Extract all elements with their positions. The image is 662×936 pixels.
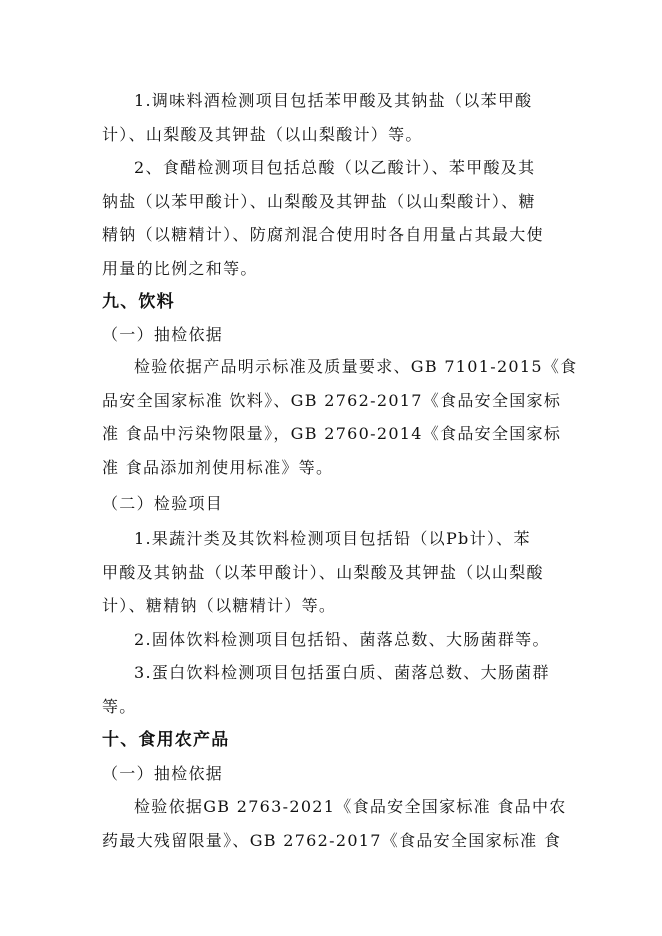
paragraph-line: 2.固体饮料检测项目包括铅、菌落总数、大肠菌群等。 [134, 630, 550, 649]
paragraph-line: 计）、山梨酸及其钾盐（以山梨酸计）等。 [102, 125, 423, 144]
subsection-heading: （二）检验项目 [102, 494, 224, 513]
subsection-heading: （一）抽检依据 [102, 325, 224, 344]
paragraph-line: 1.果蔬汁类及其饮料检测项目包括铅（以Pb计）、苯 [134, 529, 531, 548]
paragraph-line: 2、食醋检测项目包括总酸（以乙酸计）、苯甲酸及其 [134, 158, 536, 177]
paragraph-line: 准 食品添加剂使用标准》等。 [102, 458, 334, 477]
paragraph-line: 计）、糖精钠（以糖精计）等。 [102, 596, 337, 615]
paragraph-line: 1.调味料酒检测项目包括苯甲酸及其钠盐（以苯甲酸 [134, 91, 533, 110]
paragraph-line: 3.蛋白饮料检测项目包括蛋白质、菌落总数、大肠菌群 [134, 663, 550, 682]
section-heading: 九、饮料 [102, 292, 175, 312]
paragraph-line: 精钠（以糖精计）、防腐剂混合使用时各自用量占其最大使 [102, 225, 544, 244]
section-heading: 十、食用农产品 [102, 730, 230, 750]
paragraph-line: 检验依据产品明示标准及质量要求、GB 7101-2015《食 [134, 357, 578, 376]
paragraph-line: 甲酸及其钠盐（以苯甲酸计）、山梨酸及其钾盐（以山梨酸 [102, 563, 544, 582]
paragraph-line: 钠盐（以苯甲酸计）、山梨酸及其钾盐（以山梨酸计）、糖 [102, 192, 536, 211]
paragraph-line: 品安全国家标准 饮料》、GB 2762-2017《食品安全国家标 [102, 391, 562, 410]
paragraph-line: 药最大残留限量》、GB 2762-2017《食品安全国家标准 食 [102, 831, 562, 850]
paragraph-line: 检验依据GB 2763-2021《食品安全国家标准 食品中农 [134, 797, 567, 816]
subsection-heading: （一）抽检依据 [102, 764, 224, 783]
paragraph-line: 准 食品中污染物限量》，GB 2760-2014《食品安全国家标 [102, 424, 562, 443]
paragraph-line: 用量的比例之和等。 [102, 259, 258, 278]
paragraph-line: 等。 [102, 697, 137, 716]
